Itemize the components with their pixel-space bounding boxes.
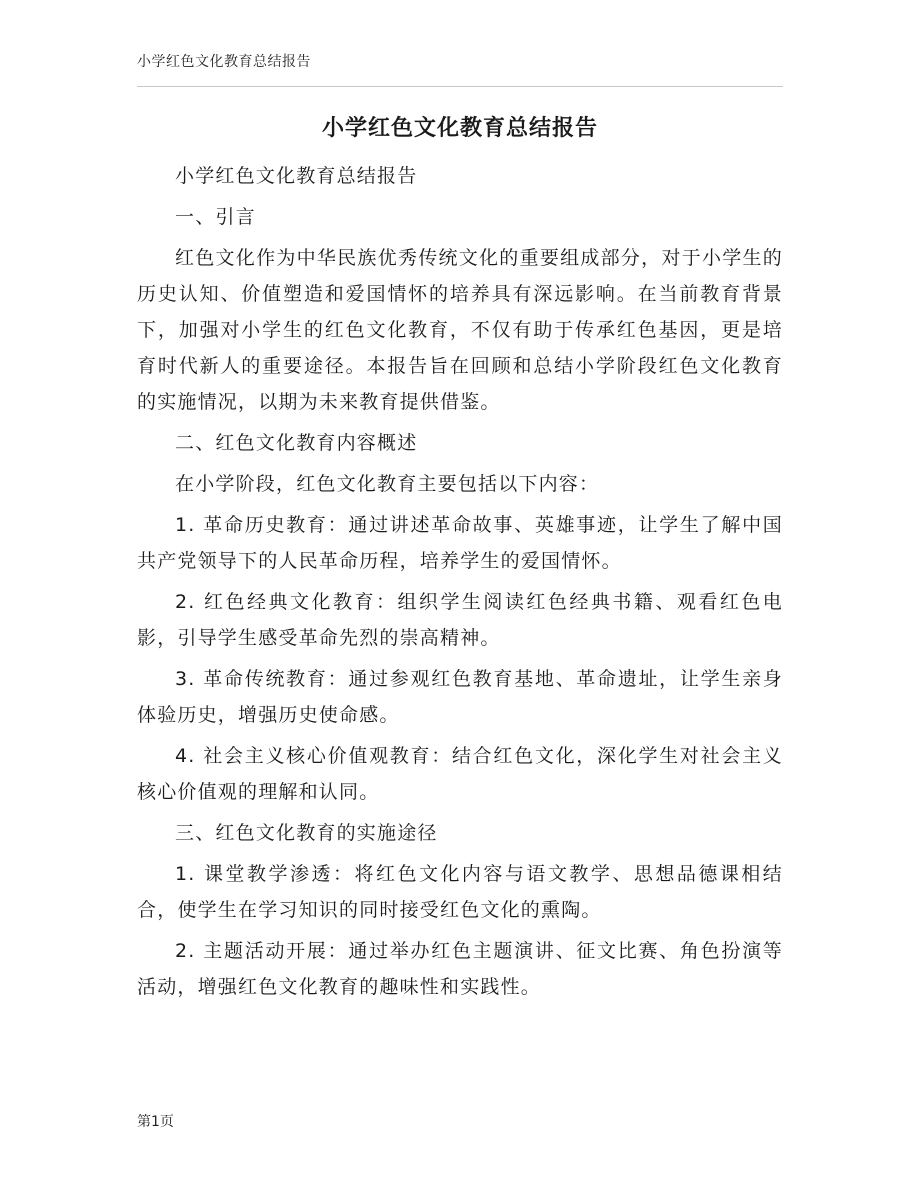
list-item: 1. 革命历史教育：通过讲述革命故事、英雄事迹，让学生了解中国共产党领导下的人民革命历程，培养学生的爱国情怀。 [137, 514, 783, 572]
list-item: 1. 课堂教学渗透：将红色文化内容与语文教学、思想品德课相结合，使学生在学习知识的同时接受红色文化的熏陶。 [137, 863, 783, 921]
page-number: 第1页 [137, 1114, 174, 1130]
section-heading-implementation: 三、红色文化教育的实施途径 [175, 822, 438, 844]
body-paragraph: 红色文化作为中华民族优秀传统文化的重要组成部分，对于小学生的历史认知、价值塑造和爱国情怀的培养具有深远影响。在当前教育背景下，加强对小学生的红色文化教育，不仅有助于传承红色基因，更是培育时代新人的重要途径。本报告旨在回顾和总结小学阶段红色文化教育的实施情况，以期为未来教育提供借鉴。 [137, 247, 783, 413]
body-paragraph: 在小学阶段，红色文化教育主要包括以下内容： [175, 473, 600, 495]
document-title: 小学红色文化教育总结报告 [321, 116, 598, 141]
header-divider [137, 86, 783, 87]
section-heading-content-overview: 二、红色文化教育内容概述 [175, 432, 418, 454]
list-item: 2. 主题活动开展：通过举办红色主题演讲、征文比赛、角色扮演等活动，增强红色文化教育的趣味性和实践性。 [137, 940, 783, 998]
subtitle-paragraph: 小学红色文化教育总结报告 [175, 165, 418, 187]
list-item: 2. 红色经典文化教育：组织学生阅读红色经典书籍、观看红色电影，引导学生感受革命先烈的崇高精神。 [137, 591, 783, 649]
document-body [137, 158, 783, 1005]
running-header: 小学红色文化教育总结报告 [137, 54, 311, 70]
list-item: 4. 社会主义核心价值观教育：结合红色文化，深化学生对社会主义核心价值观的理解和认同。 [137, 745, 783, 803]
section-heading-introduction: 一、引言 [175, 206, 256, 228]
list-item: 3. 革命传统教育：通过参观红色教育基地、革命遗址，让学生亲身体验历史，增强历史使命感。 [137, 668, 783, 726]
